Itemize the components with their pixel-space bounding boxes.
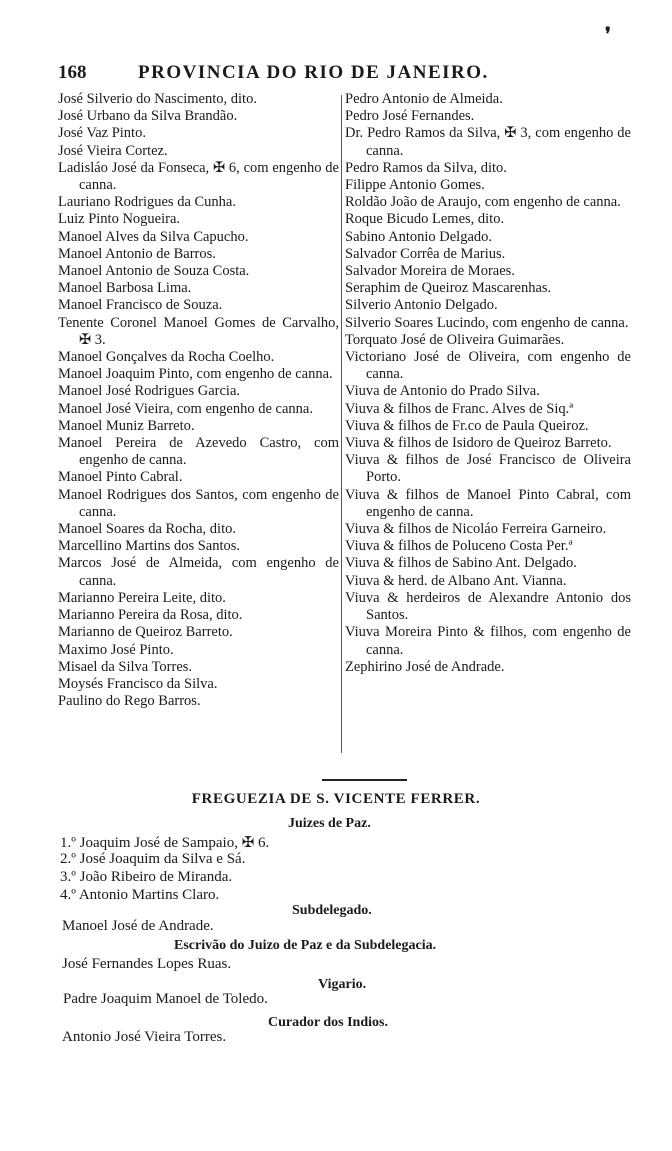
list-entry: Viuva & filhos de Poluceno Costa Per.ª xyxy=(345,538,573,555)
section-rule xyxy=(322,779,407,781)
list-entry: Manoel José Vieira, com engenho de canna. xyxy=(58,400,313,417)
list-entry: Dr. Pedro Ramos da Silva, ✠ 3, com engenho de canna. xyxy=(345,125,631,159)
parish-title: FREGUEZIA DE S. VICENTE FERRER. xyxy=(191,791,481,807)
running-title: PROVINCIA DO RIO DE JANEIRO. xyxy=(138,62,489,83)
ink-mark: ❜ xyxy=(605,24,611,44)
list-entry: Viuva & herdeiros de Alexandre Antonio dos Santos. xyxy=(345,589,631,624)
list-entry: Salvador Corrêa de Marius. xyxy=(345,245,506,262)
list-entry: Viuva Moreira Pinto & filhos, com engenho de canna. xyxy=(345,624,631,658)
list-entry: Manoel Gonçalves da Rocha Coelho. xyxy=(58,349,275,366)
curador-label: Curador dos Indios. xyxy=(268,1015,388,1030)
list-entry: Manoel José Rodrigues Garcia. xyxy=(58,383,241,400)
list-entry: Maximo José Pinto. xyxy=(58,641,174,658)
list-entry: Pedro Ramos da Silva, dito. xyxy=(345,159,507,176)
column-divider xyxy=(341,95,342,753)
list-entry: Manoel Antonio de Souza Costa. xyxy=(58,263,250,280)
left-column xyxy=(58,91,339,710)
list-entry: Manoel Rodrigues dos Santos, com engenho de canna. xyxy=(58,486,339,520)
list-entry: Viuva & filhos de Sabino Ant. Delgado. xyxy=(345,555,577,572)
list-entry: Zephirino José de Andrade. xyxy=(345,658,505,675)
list-entry: Torquato José de Oliveira Guimarães. xyxy=(345,331,565,348)
page-header xyxy=(58,62,638,88)
list-entry: José Vieira Cortez. xyxy=(58,142,168,159)
list-entry: José Silverio do Nascimento, dito. xyxy=(58,91,257,107)
two-column-list xyxy=(58,91,648,761)
list-entry: Paulino do Rego Barros. xyxy=(58,693,201,710)
list-entry: Manoel Francisco de Souza. xyxy=(58,297,223,314)
list-entry: Marianno Pereira da Rosa, dito. xyxy=(58,607,243,624)
list-entry: Roldão João de Araujo, com engenho de canna. xyxy=(345,194,621,211)
list-entry: Pedro Antonio de Almeida. xyxy=(345,91,503,107)
list-entry: Viuva & herd. de Albano Ant. Vianna. xyxy=(345,572,567,589)
list-entry: Pedro José Fernandes. xyxy=(345,108,475,125)
list-entry: Manoel Pereira de Azevedo Castro, com engenho de canna. xyxy=(58,435,339,469)
list-entry: Manoel Joaquim Pinto, com engenho de canna. xyxy=(58,366,333,383)
list-entry: Viuva & filhos de Franc. Alves de Siq.ª xyxy=(345,400,574,417)
vigario-label: Vigario. xyxy=(318,977,367,992)
list-entry: Manoel Antonio de Barros. xyxy=(58,245,216,262)
list-entry: Marianno Pereira Leite, dito. xyxy=(58,589,226,606)
vigario-name: Padre Joaquim Manoel de Toledo. xyxy=(63,991,268,1007)
curador-name: Antonio José Vieira Torres. xyxy=(62,1029,227,1045)
list-entry: Salvador Moreira de Moraes. xyxy=(345,263,515,280)
juiz-line: 4.º Antonio Martins Claro. xyxy=(60,887,220,903)
list-entry: Manoel Alves da Silva Capucho. xyxy=(58,228,249,245)
list-entry: Manoel Muniz Barreto. xyxy=(58,417,195,434)
juiz-line: 1.º Joaquim José de Sampaio, ✠ 6. xyxy=(60,835,270,851)
juizes-label: Juizes de Paz. xyxy=(288,816,371,831)
list-entry: Victoriano José de Oliveira, com engenho de canna. xyxy=(345,349,631,383)
list-entry: Viuva & filhos de Manoel Pinto Cabral, com engenho de canna. xyxy=(345,486,631,520)
list-entry: Roque Bicudo Lemes, dito. xyxy=(345,211,505,228)
juiz-line: 2.º José Joaquim da Silva e Sá. xyxy=(60,851,246,867)
list-entry: José Vaz Pinto. xyxy=(58,125,146,142)
escrivao-name: José Fernandes Lopes Ruas. xyxy=(62,956,232,972)
list-entry: Misael da Silva Torres. xyxy=(58,658,193,675)
list-entry: Viuva & filhos de Fr.co de Paula Queiroz. xyxy=(345,417,589,434)
list-entry: Tenente Coronel Manoel Gomes de Carvalho, ✠ 3. xyxy=(58,314,339,348)
list-entry: Moysés Francisco da Silva. xyxy=(58,675,218,692)
list-entry: Lauriano Rodrigues da Cunha. xyxy=(58,194,236,211)
escrivao-label: Escrivão do Juizo de Paz e da Subdelegacia. xyxy=(174,938,437,953)
list-entry: José Urbano da Silva Brandão. xyxy=(58,108,238,125)
list-entry: Silverio Antonio Delgado. xyxy=(345,297,498,314)
list-entry: Viuva de Antonio do Prado Silva. xyxy=(345,383,540,400)
list-entry: Viuva & filhos de José Francisco de Oliveira Porto. xyxy=(345,452,631,486)
list-entry: Manoel Pinto Cabral. xyxy=(58,469,183,486)
subdelegado-label: Subdelegado. xyxy=(292,903,372,918)
list-entry: Marcellino Martins dos Santos. xyxy=(58,538,241,555)
list-entry: Manoel Soares da Rocha, dito. xyxy=(58,521,236,538)
list-entry: Marianno de Queiroz Barreto. xyxy=(58,624,233,641)
list-entry: Sabino Antonio Delgado. xyxy=(345,228,493,245)
list-entry: Viuva & filhos de Nicoláo Ferreira Garneiro. xyxy=(345,521,607,538)
list-entry: Silverio Soares Lucindo, com engenho de canna. xyxy=(345,314,629,331)
list-entry: Filippe Antonio Gomes. xyxy=(345,177,485,194)
list-entry: Ladisláo José da Fonseca, ✠ 6, com engenho de canna. xyxy=(58,159,339,194)
list-entry: Marcos José de Almeida, com engenho de canna. xyxy=(58,555,339,589)
juiz-line: 3.º João Ribeiro de Miranda. xyxy=(60,869,233,885)
list-entry: Luiz Pinto Nogueira. xyxy=(58,211,181,228)
subdelegado-name: Manoel José de Andrade. xyxy=(62,918,214,934)
page-number: 168 xyxy=(58,62,87,83)
list-entry: Seraphim de Queiroz Mascarenhas. xyxy=(345,280,552,297)
list-entry: Viuva & filhos de Isidoro de Queiroz Barreto. xyxy=(345,435,612,452)
list-entry: Manoel Barbosa Lima. xyxy=(58,280,192,297)
right-column xyxy=(345,91,631,676)
